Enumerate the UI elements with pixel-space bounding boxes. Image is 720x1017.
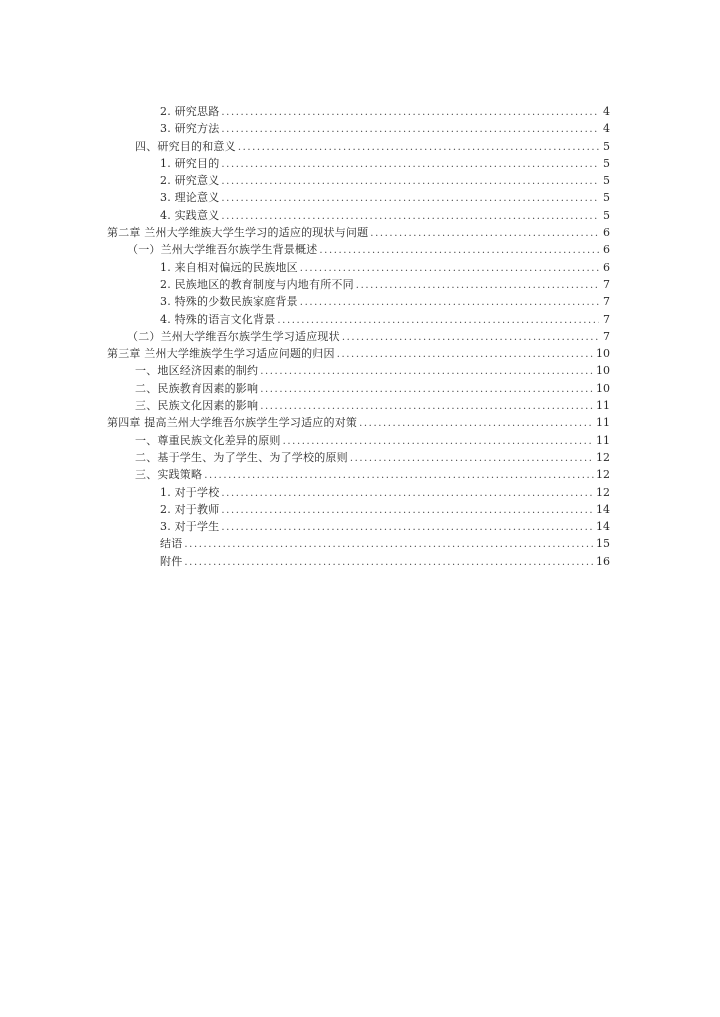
toc-dot-leader (260, 398, 594, 415)
toc-dot-leader (184, 536, 594, 553)
toc-dot-leader (204, 467, 594, 484)
toc-entry-label: 二、民族教育因素的影响 (135, 381, 259, 395)
toc-entry[interactable] (107, 241, 610, 258)
toc-entry-label: 一、地区经济因素的制约 (135, 364, 259, 378)
toc-page-number: 11 (596, 416, 610, 430)
toc-entry-label: 三、民族文化因素的影响 (135, 399, 259, 413)
toc-dot-leader (342, 329, 599, 346)
toc-entry-label: 1. 对于学校 (160, 485, 220, 499)
toc-entry-label: 第二章 兰州大学维族大学生学习的适应的现状与问题 (107, 226, 369, 240)
toc-entry-label: 四、研究目的和意义 (135, 139, 236, 153)
toc-page-number: 14 (596, 502, 610, 516)
toc-entry[interactable] (107, 224, 610, 241)
toc-entry-label: 附件 (160, 554, 183, 568)
toc-dot-leader (221, 156, 599, 173)
toc-entry[interactable] (107, 432, 610, 449)
toc-page-number: 12 (596, 485, 610, 499)
toc-page-number: 6 (603, 226, 610, 240)
toc-dot-leader (221, 519, 594, 536)
toc-entry-label: 结语 (160, 537, 183, 551)
toc-page-number: 6 (603, 260, 610, 274)
toc-dot-leader (238, 139, 599, 156)
toc-entry-label: 2. 对于教师 (160, 502, 220, 516)
toc-entry-label: （二）兰州大学维吾尔族学生学习适应现状 (127, 329, 340, 343)
toc-dot-leader (356, 277, 599, 294)
toc-page-number: 12 (596, 450, 610, 464)
toc-page-number: 15 (596, 537, 610, 551)
toc-page-number: 4 (603, 122, 610, 136)
table-of-contents (107, 103, 610, 570)
toc-entry[interactable] (107, 120, 610, 137)
toc-page-number: 4 (603, 105, 610, 118)
toc-dot-leader (221, 190, 599, 207)
toc-dot-leader (221, 121, 599, 138)
toc-entry[interactable] (107, 155, 610, 172)
toc-entry[interactable] (107, 189, 610, 206)
toc-entry[interactable] (107, 103, 610, 120)
toc-page-number: 5 (603, 156, 610, 170)
toc-dot-leader (260, 381, 594, 398)
toc-entry-label: 2. 民族地区的教育制度与内地有所不同 (160, 277, 354, 291)
toc-entry-label: 3. 对于学生 (160, 520, 220, 534)
toc-entry-label: 第三章 兰州大学维族学生学习适应问题的归因 (107, 347, 335, 361)
toc-dot-leader (300, 294, 599, 311)
toc-dot-leader (350, 450, 594, 467)
toc-entry-label: 第四章 提高兰州大学维吾尔族学生学习适应的对策 (107, 416, 358, 430)
toc-entry[interactable] (107, 466, 610, 483)
toc-entry[interactable] (107, 501, 610, 518)
toc-entry-label: 一、尊重民族文化差异的原则 (135, 433, 281, 447)
toc-entry[interactable] (107, 449, 610, 466)
toc-dot-leader (221, 502, 594, 519)
toc-page-number: 10 (596, 347, 610, 361)
toc-entry-label: 3. 特殊的少数民族家庭背景 (160, 295, 298, 309)
toc-entry[interactable] (107, 259, 610, 276)
toc-dot-leader (300, 260, 599, 277)
toc-dot-leader (221, 104, 599, 121)
toc-page-number: 7 (603, 329, 610, 343)
toc-entry[interactable] (107, 518, 610, 535)
toc-page-number: 11 (596, 399, 610, 413)
toc-dot-leader (260, 363, 594, 380)
toc-page-number: 7 (603, 295, 610, 309)
toc-entry[interactable] (107, 345, 610, 362)
toc-entry[interactable] (107, 362, 610, 379)
toc-page-number: 10 (596, 364, 610, 378)
toc-entry-label: 2. 研究意义 (160, 174, 220, 188)
toc-entry-label: 3. 研究方法 (160, 122, 220, 136)
toc-entry-label: 二、基于学生、为了学生、为了学校的原则 (135, 450, 348, 464)
toc-entry-label: （一）兰州大学维吾尔族学生背景概述 (127, 243, 318, 257)
toc-page-number: 14 (596, 520, 610, 534)
toc-dot-leader (319, 242, 599, 259)
toc-entry-label: 2. 研究思路 (160, 105, 220, 118)
toc-dot-leader (283, 433, 594, 450)
toc-page-number: 12 (596, 468, 610, 482)
toc-entry[interactable] (107, 414, 610, 431)
toc-entry[interactable] (107, 207, 610, 224)
toc-entry[interactable] (107, 311, 610, 328)
toc-entry-label: 4. 特殊的语言文化背景 (160, 312, 276, 326)
toc-entry-label: 4. 实践意义 (160, 208, 220, 222)
toc-page-number: 7 (603, 312, 610, 326)
toc-page-number: 10 (596, 381, 610, 395)
toc-entry[interactable] (107, 535, 610, 552)
toc-dot-leader (184, 554, 594, 571)
toc-dot-leader (370, 225, 599, 242)
toc-dot-leader (337, 346, 594, 363)
toc-entry[interactable] (107, 553, 610, 570)
toc-entry[interactable] (107, 138, 610, 155)
toc-entry[interactable] (107, 172, 610, 189)
toc-dot-leader (359, 415, 594, 432)
toc-page-number: 6 (603, 243, 610, 257)
toc-page-number: 5 (603, 174, 610, 188)
toc-entry-label: 1. 来自相对偏远的民族地区 (160, 260, 298, 274)
toc-dot-leader (221, 485, 594, 502)
toc-entry-label: 3. 理论意义 (160, 191, 220, 205)
toc-page-number: 5 (603, 139, 610, 153)
toc-page-number: 16 (596, 554, 610, 568)
toc-dot-leader (221, 173, 599, 190)
toc-dot-leader (221, 208, 599, 225)
toc-page-number: 5 (603, 208, 610, 222)
toc-page-number: 11 (596, 433, 610, 447)
toc-page-number: 5 (603, 191, 610, 205)
toc-entry-label: 三、实践策略 (135, 468, 203, 482)
toc-entry[interactable] (107, 397, 610, 414)
toc-entry[interactable] (107, 276, 610, 293)
toc-entry-label: 1. 研究目的 (160, 156, 220, 170)
toc-entry[interactable] (107, 484, 610, 501)
toc-page-number: 7 (603, 277, 610, 291)
toc-dot-leader (277, 312, 599, 329)
toc-entry[interactable] (107, 293, 610, 310)
toc-entry[interactable] (107, 328, 610, 345)
toc-entry[interactable] (107, 380, 610, 397)
